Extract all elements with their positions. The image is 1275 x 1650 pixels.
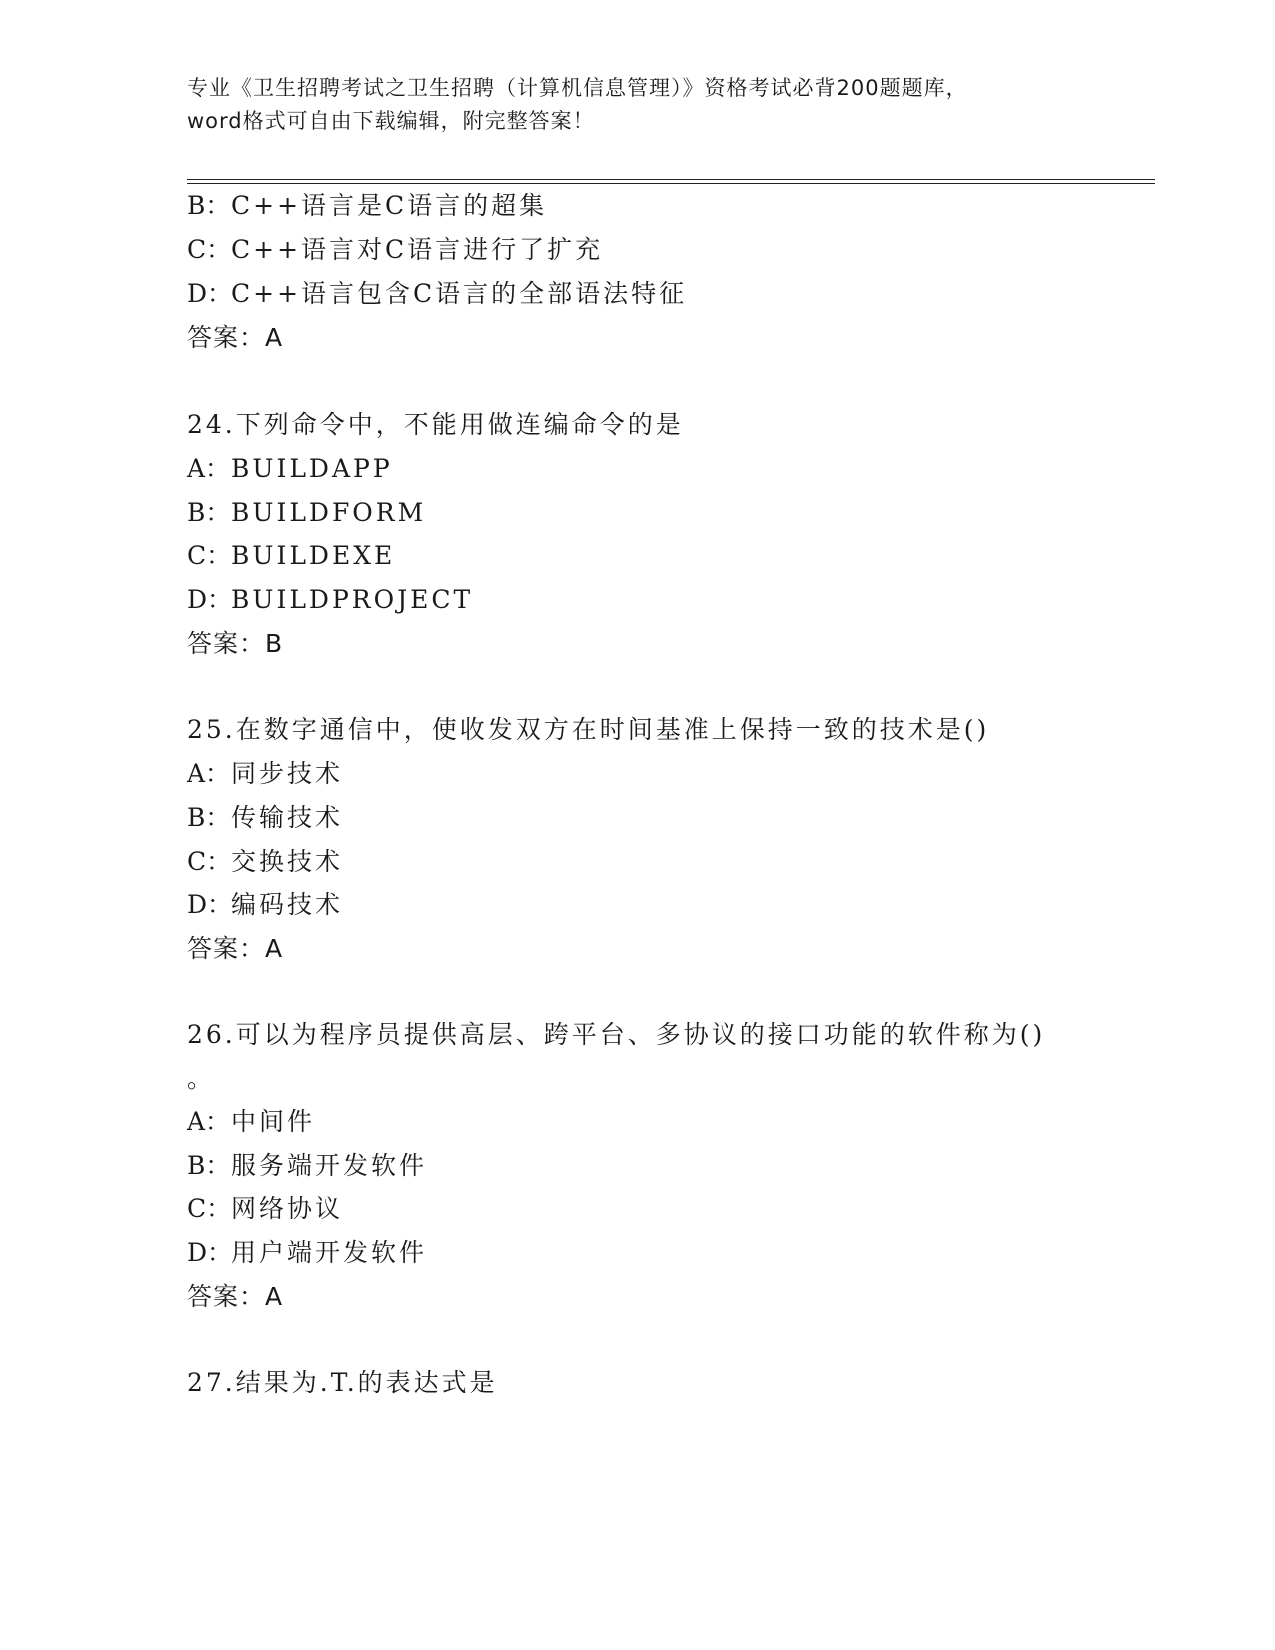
q25-option-a: A：同步技术 [187,759,344,788]
header-title-line1: 专业《卫生招聘考试之卫生招聘（计算机信息管理）》资格考试必背200题题库， [187,76,968,100]
q26-option-b: B：服务端开发软件 [187,1151,428,1180]
q26-answer: 答案：A [187,1282,284,1311]
q26-question-continued: 。 [187,1064,216,1093]
q24-option-d: D：BUILDPROJECT [187,585,474,614]
q25-answer: 答案：A [187,934,284,963]
q25-option-d: D：编码技术 [187,890,344,919]
q24-option-b: B：BUILDFORM [187,498,427,527]
header-divider [187,179,1155,184]
document-header [187,72,1087,138]
q24-option-a: A：BUILDAPP [187,454,393,483]
q25-option-c: C：交换技术 [187,847,344,876]
q25-option-b: B：传输技术 [187,803,344,832]
q26-question: 26.可以为程序员提供高层、跨平台、多协议的接口功能的软件称为() [187,1020,1046,1049]
prev-answer: 答案：A [187,323,284,352]
q24-question: 24.下列命令中，不能用做连编命令的是 [187,410,684,439]
prev-option-c: C：C++语言对C语言进行了扩充 [187,235,604,264]
q24-answer: 答案：B [187,629,284,658]
q27-question: 27.结果为.T.的表达式是 [187,1368,498,1397]
header-title-line2: word格式可自由下载编辑，附完整答案！ [187,109,595,133]
q26-option-c: C：网络协议 [187,1194,344,1223]
prev-option-d: D：C++语言包含C语言的全部语法特征 [187,279,688,308]
q25-question: 25.在数字通信中，使收发双方在时间基准上保持一致的技术是() [187,715,990,744]
q26-option-a: A：中间件 [187,1107,316,1136]
q24-option-c: C：BUILDEXE [187,541,396,570]
q26-option-d: D：用户端开发软件 [187,1238,428,1267]
prev-option-b: B：C++语言是C语言的超集 [187,191,548,220]
